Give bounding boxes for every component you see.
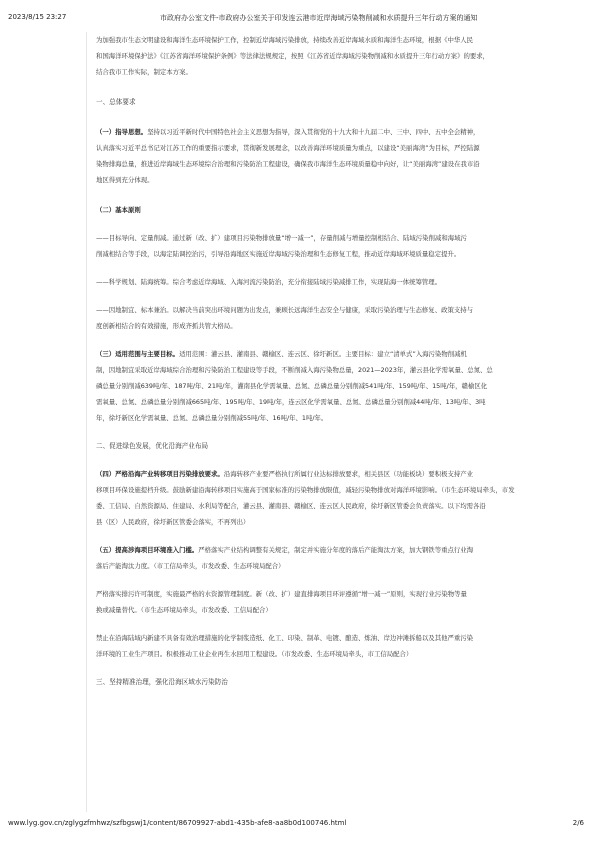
paragraph-principle-2 (96, 274, 570, 290)
text-line: （五）提高涉海项目环境准入门槛。严格落实产业结构调整有关规定，制定并实施分年度的落后产能淘汰方案，加大钢铁等重点行业淘 (96, 546, 474, 554)
print-datetime: 2023/8/15 23:27 (8, 13, 67, 21)
left-gutter-line (86, 32, 87, 812)
text-line: 和国海洋环境保护法》《江苏省海洋环境保护条例》等法律法规规定，按照《江苏省近岸海域污染物削减和水质提升三年行动方案》的要求， (96, 52, 490, 60)
subheading-basic-principles: （二）基本原则 (96, 206, 141, 214)
paragraph-industry-transfer (96, 466, 570, 530)
text-line: （四）严格沿海产业转移项目污染排放要求。沿海转移产业要严格执行所属行业达标排放要求，相关县区（功能板块）要积极支持产业 (96, 470, 474, 478)
page-url: www.lyg.gov.cn/zglygzfmhwz/szfbgswj1/content/86709927-abd1-435b-afe8-aa8b0d100746.html (8, 819, 347, 827)
paragraph-lead: （五）提高涉海项目环境准入门槛。 (96, 546, 199, 554)
text-line: 年，徐圩新区化学需氧量、总氮、总磷总量分别削减55吨/年、16吨/年、1吨/年。 (96, 414, 328, 422)
text-line: 禁止在沿海陆域内新建不具备有效治理措施的化学制浆造纸、化工、印染、制革、电镀、酿造、炼油、岸边冲滩拆船以及其他严重污染 (96, 634, 474, 642)
page-number: 2/6 (572, 819, 584, 827)
paragraph-principle-3 (96, 302, 570, 334)
text-line: 削减相结合等手段，以海定陆调控治污，引导沿海地区实施近岸海域污染治理和生态修复工程，推动近岸海域环境质量稳定提升。 (96, 250, 461, 258)
text-line: 需氧量、总氮、总磷总量分别削减665吨/年、195吨/年、19吨/年，连云区化学需氧量、总氮、总磷总量分别削减44吨/年、13吨/年、3吨 (96, 398, 486, 406)
text-line: 落后产能淘汰力度。（市工信局牵头，市发改委、生态环境局配合） (96, 562, 285, 570)
paragraph-lead: （四）严格沿海产业转移项目污染排放要求。 (96, 470, 224, 478)
paragraph-lead: （一）指导思想。 (96, 128, 148, 136)
section-heading: 二、促进绿色发展，优化沿海产业布局 (96, 442, 209, 450)
paragraph-prohibition (96, 630, 570, 662)
paragraph-access-threshold (96, 542, 570, 574)
document-title: 市政府办公室文件-市政府办公室关于印发连云港市近岸海域污染物削减和水质提升三年行动方案的通知 (160, 14, 478, 22)
text-line: 地区得到充分体现。 (96, 176, 154, 184)
text-line: 认真落实习近平总书记对江苏工作的重要指示要求，贯彻新发展理念，以改善海洋环境质量为重点，以建设“美丽海湾”为目标，严控陆源 (96, 144, 480, 152)
document-body (96, 32, 570, 690)
paragraph-lead: （三）适用范围与主要目标。 (96, 350, 180, 358)
section-heading: 三、坚持精准治理，强化沿海区域水污染防治 (96, 678, 228, 686)
text-line: 换或减量替代。（市生态环境局牵头，市发改委、工信局配合） (96, 606, 272, 614)
text-line: 县（区）人民政府，徐圩新区管委会落实，不再列出） (96, 518, 250, 526)
paragraph-principle-1 (96, 230, 570, 262)
paragraph-permit-system (96, 586, 570, 618)
text-line: 为加强我市生态文明建设和海洋生态环境保护工作，控制近岸海域污染排放，持续改善近岸海域水质和海洋生态环境，根据《中华人民 (96, 36, 474, 44)
text-line: ——因地制宜、标本兼治。以解决当前突出环境问题为出发点，兼顾长远海洋生态安全与健康，采取污染治理与生态修复、政策支持与 (96, 306, 474, 314)
text-line: 染物排海总量，推进近岸海域生态环境综合治理和污染防治工程建设，确保我市海洋生态环境质量稳中向好，让“美丽海湾”建设在我市沿 (96, 160, 480, 168)
text-line: （一）指导思想。坚持以习近平新时代中国特色社会主义思想为指导，深入贯彻党的十九大和十九届二中、三中、四中、五中全会精神， (96, 128, 480, 136)
print-header (0, 13, 594, 25)
text-line: （三）适用范围与主要目标。适用范围：灌云县、灌南县、赣榆区、连云区、徐圩新区。主要目标：建立“清单式”入海污染物削减机 (96, 350, 467, 358)
text-line: 洋环境的工业生产项目。积极推动工业企业再生水回用工程建设。（市发改委、生态环境局牵头，市工信局配合） (96, 650, 413, 658)
paragraph-scope-and-goals (96, 346, 570, 426)
text-line: 度创新相结合的有效措施，形成齐抓共管大格局。 (96, 322, 237, 330)
section-heading: 一、总体要求 (96, 98, 136, 106)
text-line: 委、工信局、自然资源局、住建局、水利局等配合，灌云县、灌南县、赣榆区、连云区人民政府，徐圩新区管委会负责落实。以下均需各沿 (96, 502, 486, 510)
intro-paragraph (96, 32, 570, 80)
text-line: 移项目环保设施提档升级。鼓励新建沿海转移项目实施高于国家标准的污染物排放限值，减轻污染物排放对海洋环境影响。（市生态环境局牵头，市发 (96, 486, 515, 494)
text-line: ——目标导向、定量削减。通过新（改、扩）建项目污染物排放量“增一减一”，存量削减与增量控制相结合、陆域污染削减和海域污 (96, 234, 467, 242)
text-line: 严格落实排污许可制度，实施最严格的水资源管理制度。新（改、扩）建直排海项目环评遵循“增一减一”原则，实现行业污染物等量 (96, 590, 467, 598)
text-line: ——科学规划、陆海统筹。综合考虑近岸海域、入海河流污染防治，充分衔接陆域污染减排工作，实现陆海一体统筹管理。 (96, 278, 442, 286)
paragraph-guiding-thought (96, 124, 570, 188)
text-line: 制，因地制宜采取近岸海域综合治理和污染防治工程建设等手段，不断削减入海污染物总量，2021—2023年，灌云县化学需氧量、总氮、总 (96, 366, 493, 374)
text-line: 磷总量分别削减639吨/年、187吨/年、21吨/年，灌南县化学需氧量、总氮、总磷总量分别削减541吨/年、159吨/年、15吨/年，赣榆区化 (96, 382, 488, 390)
text-line: 结合我市工作实际，制定本方案。 (96, 68, 192, 76)
